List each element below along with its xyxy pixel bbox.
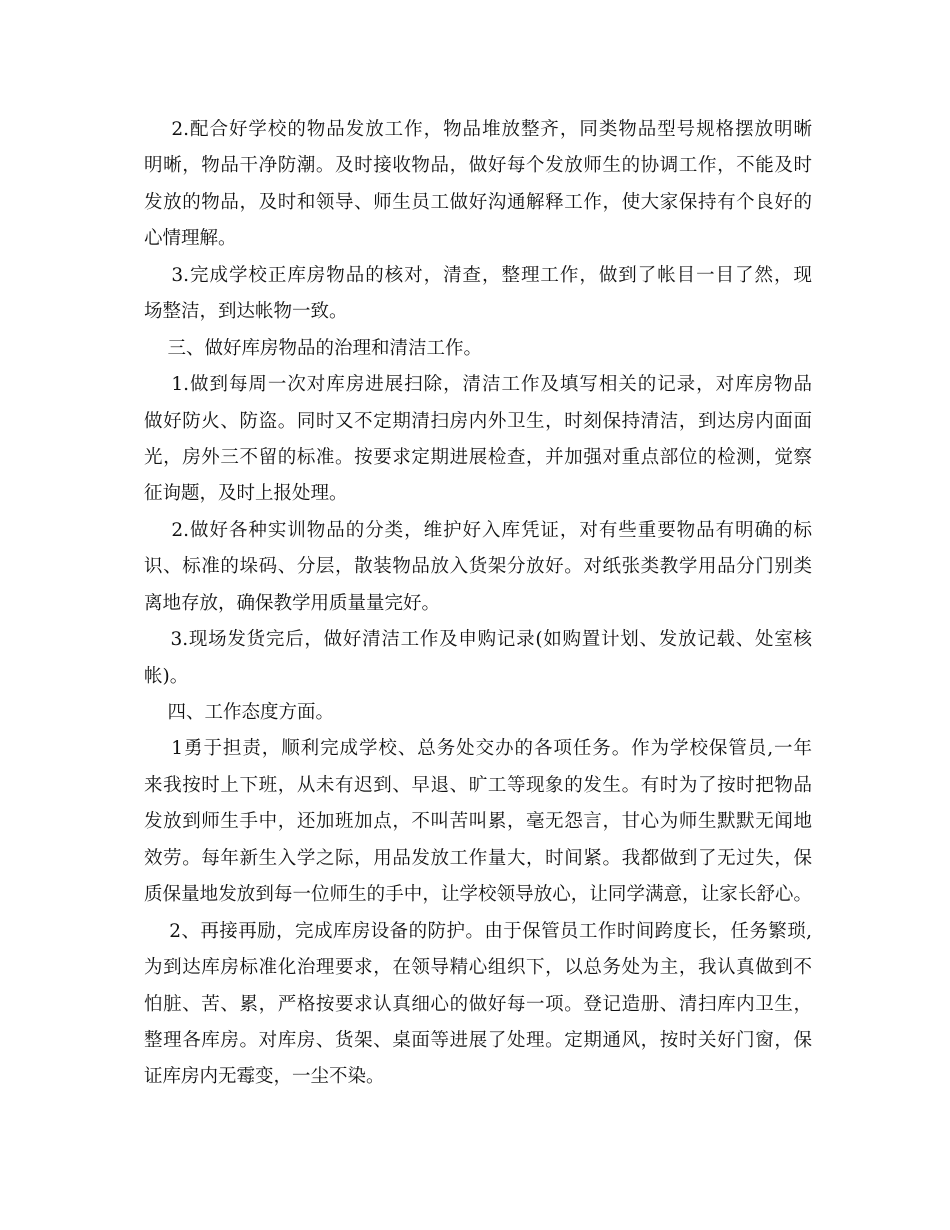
text-line: 发放到师生手中，还加班加点，不叫苦叫累，毫无怨言，甘心为师生默默无闻地 bbox=[144, 811, 812, 833]
text-line: 3.完成学校正库房物品的核对，清查，整理工作，做到了帐目一目了然，现 bbox=[144, 264, 812, 286]
text-line: 做好防火、防盗。同时又不定期清扫房内外卫生，时刻保持清洁，到达房内面面 bbox=[144, 410, 812, 432]
text-line: 光，房外三不留的标准。按要求定期进展检查，并加强对重点部位的检测，觉察 bbox=[144, 446, 812, 468]
text-line: 识、标准的垛码、分层，散装物品放入货架分放好。对纸张类教学用品分门别类 bbox=[144, 556, 812, 578]
text-line: 2、再接再励，完成库房设备的防护。由于保管员工作时间跨度长，任务繁琐, bbox=[144, 920, 812, 942]
text-line: 心情理解。 bbox=[144, 228, 237, 250]
text-line: 场整洁，到达帐物一致。 bbox=[144, 301, 348, 323]
document-page bbox=[144, 112, 812, 1096]
text-line: 发放的物品，及时和领导、师生员工做好沟通解释工作，使大家保持有个良好的 bbox=[144, 191, 812, 213]
text-line: 三、做好库房物品的治理和清洁工作。 bbox=[144, 337, 483, 359]
text-line: 证库房内无霉变，一尘不染。 bbox=[144, 1066, 385, 1088]
text-line: 来我按时上下班，从未有迟到、早退、旷工等现象的发生。有时为了按时把物品 bbox=[144, 774, 812, 796]
text-line: 效劳。每年新生入学之际，用品发放工作量大，时间紧。我都做到了无过失，保 bbox=[144, 847, 812, 869]
text-line: 1.做到每周一次对库房进展扫除，清洁工作及填写相关的记录，对库房物品 bbox=[144, 374, 812, 396]
text-line: 2.做好各种实训物品的分类，维护好入库凭证，对有些重要物品有明确的标 bbox=[144, 519, 812, 541]
text-line: 3.现场发货完后，做好清洁工作及申购记录(如购置计划、发放记载、处室核 bbox=[144, 629, 812, 651]
text-line: 为到达库房标准化治理要求，在领导精心组织下，以总务处为主，我认真做到不 bbox=[144, 957, 812, 979]
text-line: 怕脏、苦、累，严格按要求认真细心的做好每一项。登记造册、清扫库内卫生， bbox=[144, 993, 812, 1015]
text-line: 帐)。 bbox=[144, 665, 189, 687]
text-line: 明晰，物品干净防潮。及时接收物品，做好每个发放师生的协调工作，不能及时 bbox=[144, 155, 812, 177]
text-line: 1勇于担责，顺利完成学校、总务处交办的各项任务。作为学校保管员,一年 bbox=[144, 738, 812, 760]
text-line: 征询题，及时上报处理。 bbox=[144, 483, 348, 505]
text-line: 2.配合好学校的物品发放工作，物品堆放整齐，同类物品型号规格摆放明晰 bbox=[144, 119, 812, 140]
text-line: 整理各库房。对库房、货架、桌面等进展了处理。定期通风，按时关好门窗，保 bbox=[144, 1029, 812, 1051]
text-line: 质保量地发放到每一位师生的手中，让学校领导放心，让同学满意，让家长舒心。 bbox=[144, 884, 812, 906]
text-line: 四、工作态度方面。 bbox=[144, 702, 335, 723]
text-line: 离地存放，确保教学用质量量完好。 bbox=[144, 592, 441, 614]
